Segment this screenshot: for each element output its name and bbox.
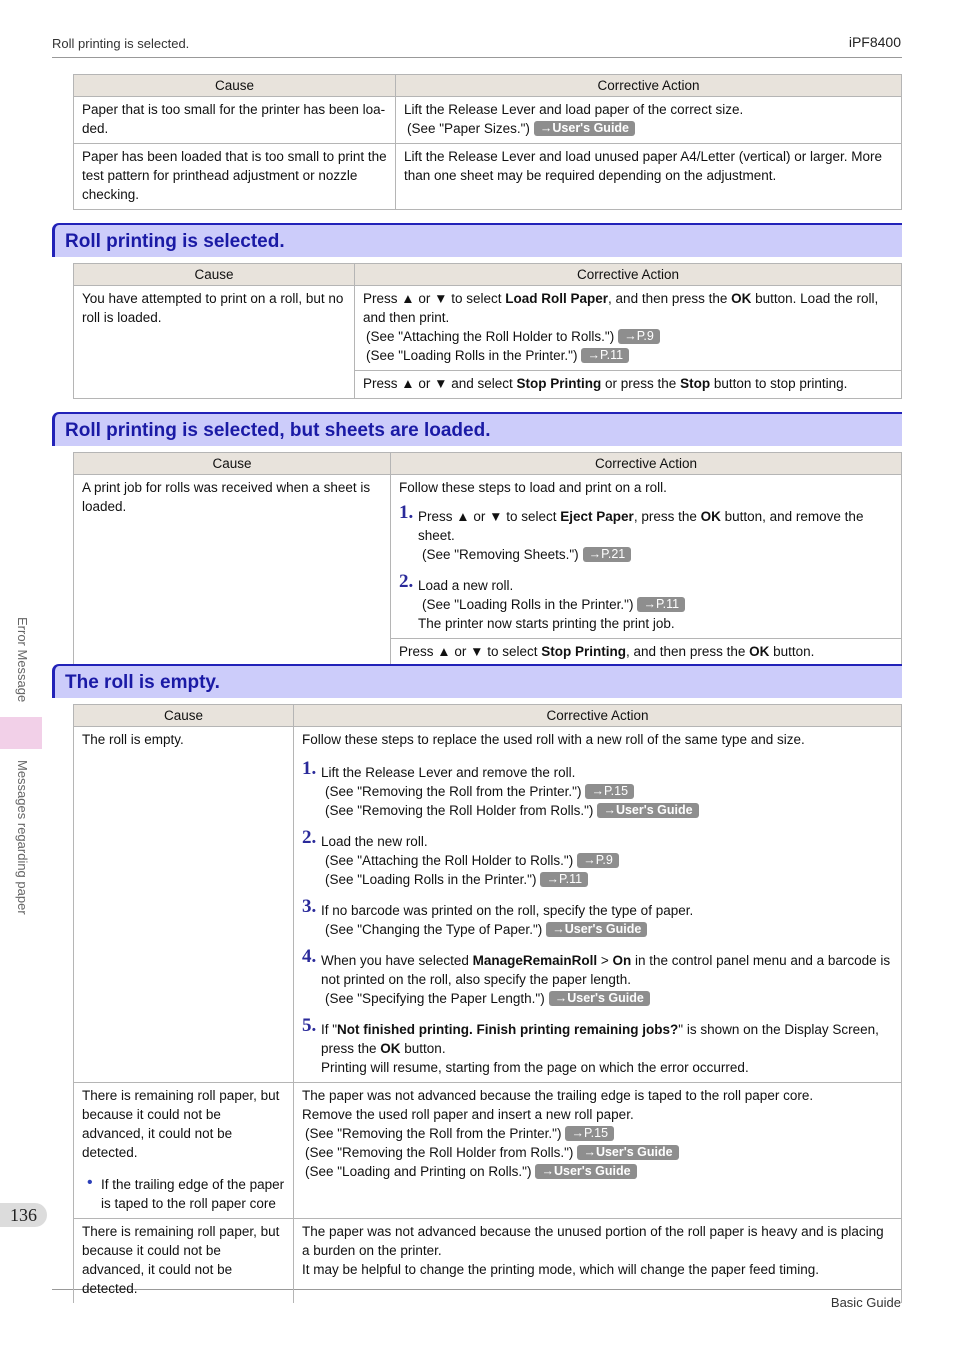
step-note: Printing will resume, starting from the page on which the error occurred. [321, 1060, 749, 1075]
column-header-cause: Cause [74, 453, 391, 475]
action-text: button to stop printing. [710, 376, 848, 391]
action-text: or press the [601, 376, 681, 391]
cause-cell [74, 1083, 294, 1219]
users-guide-link[interactable]: →User's Guide [535, 1164, 636, 1179]
action-text: The paper was not advanced because the unused portion of the roll paper is heavy and is placing a burden on the printer. [302, 1224, 884, 1258]
step-text: Press ▲ or ▼ to select [418, 509, 561, 524]
action-cell [294, 727, 902, 1083]
button-name: OK [731, 291, 752, 306]
header-divider [52, 57, 902, 58]
reference-line [321, 989, 893, 1008]
reference-line [418, 595, 893, 614]
step-text: > [597, 953, 613, 968]
step-number: 5. [302, 1015, 317, 1036]
action-text: Press ▲ or ▼ and select [363, 376, 517, 391]
reference-text: (See "Removing the Roll Holder from Rolls.") [325, 803, 594, 818]
table-row [74, 475, 902, 639]
section-heading-roll-empty [52, 664, 902, 698]
reference-line [321, 782, 893, 801]
step-number: 3. [302, 896, 317, 917]
button-name: Stop [680, 376, 711, 391]
page-link-p11[interactable]: →P.11 [540, 872, 588, 887]
step-text: Load the new roll. [321, 834, 428, 849]
button-name: OK [380, 1041, 401, 1056]
page-number: 136 [0, 1203, 47, 1227]
menu-item-name: Load Roll Paper [505, 291, 609, 306]
table-row [74, 1219, 902, 1304]
table-row [74, 1083, 902, 1219]
table-row [74, 97, 902, 144]
cause-action-table-sheets-loaded [73, 452, 902, 667]
page-link-p9[interactable]: →P.9 [577, 853, 619, 868]
step-text: If no barcode was printed on the roll, specify the type of paper. [321, 903, 694, 918]
cause-action-table-roll-empty [73, 704, 902, 1303]
table-row [74, 144, 902, 210]
side-chapter-marker [0, 717, 42, 749]
page-link-p15[interactable]: →P.15 [565, 1126, 614, 1141]
action-intro: Follow these steps to replace the used roll with a new roll of the same type and size. [302, 732, 805, 747]
cause-text: There is remaining roll paper, but because it could not be advanced, it could not be detected. [82, 1088, 280, 1160]
cause-action-table-roll-selected [73, 263, 902, 399]
reference-line [363, 327, 893, 346]
cause-cell: A print job for rolls was received when a sheet is loaded. [74, 475, 391, 667]
step-note: The printer now starts printing the print job. [418, 616, 675, 631]
action-text: , and then press the [626, 644, 750, 659]
section-heading-sheets-loaded [52, 412, 902, 446]
step-text: button. [400, 1041, 446, 1056]
action-text: button. [769, 644, 815, 659]
menu-item-name: ManageRemainRoll [472, 953, 598, 968]
reference-text: (See "Removing the Roll from the Printer.") [305, 1126, 562, 1141]
side-subchapter-label: Messages regarding paper [15, 760, 30, 915]
reference-line [302, 1162, 893, 1181]
users-guide-link[interactable]: →User's Guide [549, 991, 650, 1006]
step-5 [302, 1015, 893, 1077]
step-text: Load a new roll. [418, 578, 514, 593]
guide-name: Basic Guide [830, 1295, 901, 1310]
reference-text: (See "Removing the Roll Holder from Rolls.") [305, 1145, 574, 1160]
column-header-action: Corrective Action [391, 453, 902, 475]
reference-text: (See "Loading Rolls in the Printer.") [366, 348, 578, 363]
column-header-action: Corrective Action [355, 264, 902, 286]
step-number: 4. [302, 946, 317, 967]
section-title: The roll is empty. [65, 672, 220, 693]
reference-text: (See "Specifying the Paper Length.") [325, 991, 545, 1006]
step-text: " is shown on the Display Screen, press the [321, 1022, 879, 1056]
action-text: Press ▲ or ▼ to select [399, 644, 542, 659]
action-text: button. Load the roll, and then print. [363, 291, 879, 325]
cause-cell: Paper that is too small for the printer has been loa-ded. [74, 97, 396, 144]
action-text: Remove the used roll paper and insert a new roll paper. [302, 1107, 634, 1122]
step-1 [302, 758, 893, 820]
reference-text: (See "Loading Rolls in the Printer.") [422, 597, 634, 612]
menu-value: On [612, 953, 632, 968]
step-text: When you have selected [321, 953, 473, 968]
reference-text: (See "Paper Sizes.") [407, 121, 530, 136]
menu-item-name: Eject Paper [560, 509, 634, 524]
step-number: 2. [399, 571, 414, 592]
reference-line [321, 851, 893, 870]
page-link-p9[interactable]: →P.9 [618, 329, 660, 344]
reference-line [302, 1124, 893, 1143]
step-2 [399, 571, 893, 633]
step-text: , press the [633, 509, 701, 524]
action-cell: Lift the Release Lever and load unused paper A4/Letter (vertical) or larger. More than one sheet may be required depending on the adjustment. [396, 144, 902, 210]
printer-model: iPF8400 [848, 34, 901, 50]
action-cell [294, 1219, 902, 1304]
reference-text: (See "Attaching the Roll Holder to Rolls.") [366, 329, 615, 344]
action-cell [355, 371, 902, 399]
reference-text: (See "Removing the Roll from the Printer.") [325, 784, 582, 799]
reference-line [321, 870, 893, 889]
step-text: button, and remove the sheet. [418, 509, 864, 543]
column-header-cause: Cause [74, 705, 294, 727]
action-text: The paper was not advanced because the trailing edge is taped to the roll paper core. [302, 1088, 814, 1103]
display-message: Not finished printing. Finish printing remaining jobs? [337, 1022, 679, 1037]
step-text: If " [321, 1022, 338, 1037]
section-heading-roll-selected [52, 223, 902, 257]
step-4 [302, 946, 893, 1008]
reference-text: (See "Loading and Printing on Rolls.") [305, 1164, 532, 1179]
step-text: in the control panel menu and a barcode is not printed on the roll, also specify the paper length. [321, 953, 891, 987]
column-header-cause: Cause [74, 264, 355, 286]
action-cell [391, 475, 902, 639]
running-header-title: Roll printing is selected. [52, 36, 190, 51]
action-text: It may be helpful to change the printing mode, which will change the paper feed timing. [302, 1262, 820, 1277]
users-guide-link[interactable]: →User's Guide [577, 1145, 678, 1160]
bullet-icon: • [87, 1174, 93, 1191]
cause-cell: There is remaining roll paper, but because it could not be advanced, it could not be detected. [74, 1219, 294, 1304]
action-cell [391, 639, 902, 667]
action-text: Lift the Release Lever and load paper of the correct size. [404, 102, 744, 117]
step-number: 1. [399, 502, 414, 523]
column-header-action: Corrective Action [294, 705, 902, 727]
cause-cell: You have attempted to print on a roll, but no roll is loaded. [74, 286, 355, 399]
reference-line [404, 119, 893, 138]
step-number: 1. [302, 758, 317, 779]
menu-item-name: Stop Printing [541, 644, 627, 659]
bullet-text: If the trailing edge of the paper is taped to the roll paper core [101, 1177, 285, 1211]
button-name: OK [749, 644, 770, 659]
action-intro: Follow these steps to load and print on a roll. [399, 480, 667, 495]
action-cell [294, 1083, 902, 1219]
users-guide-link[interactable]: →User's Guide [534, 121, 635, 136]
action-cell [396, 97, 902, 144]
reference-line [302, 1143, 893, 1162]
reference-line [418, 545, 893, 564]
reference-text: (See "Attaching the Roll Holder to Rolls.") [325, 853, 574, 868]
reference-text: (See "Removing Sheets.") [422, 547, 579, 562]
page-link-p11[interactable]: →P.11 [637, 597, 685, 612]
step-text: Lift the Release Lever and remove the roll. [321, 765, 576, 780]
bullet-item [82, 1175, 285, 1213]
column-header-action: Corrective Action [396, 75, 902, 97]
table-row [74, 727, 902, 1083]
reference-text: (See "Changing the Type of Paper.") [325, 922, 543, 937]
step-1 [399, 502, 893, 564]
users-guide-link[interactable]: →User's Guide [597, 803, 698, 818]
section-title: Roll printing is selected, but sheets are loaded. [65, 420, 491, 441]
page-link-p11[interactable]: →P.11 [581, 348, 629, 363]
page-link-p21[interactable]: →P.21 [583, 547, 632, 562]
action-text: , and then press the [608, 291, 732, 306]
cause-cell: The roll is empty. [74, 727, 294, 1083]
reference-line [321, 801, 893, 820]
step-2 [302, 827, 893, 889]
action-text: Press ▲ or ▼ to select [363, 291, 506, 306]
page-link-p15[interactable]: →P.15 [585, 784, 634, 799]
action-cell [355, 286, 902, 371]
menu-item-name: Stop Printing [516, 376, 602, 391]
table-row [74, 286, 902, 371]
column-header-cause: Cause [74, 75, 396, 97]
side-chapter-label: Error Message [15, 617, 30, 703]
section-title: Roll printing is selected. [65, 231, 285, 252]
cause-cell: Paper has been loaded that is too small to print the test pattern for printhead adjustment or nozzle checking. [74, 144, 396, 210]
button-name: OK [700, 509, 721, 524]
cause-action-table-paper-size [73, 74, 902, 210]
step-number: 2. [302, 827, 317, 848]
reference-text: (See "Loading Rolls in the Printer.") [325, 872, 537, 887]
users-guide-link[interactable]: →User's Guide [546, 922, 647, 937]
reference-line [363, 346, 893, 365]
step-3 [302, 896, 893, 939]
reference-line [321, 920, 893, 939]
